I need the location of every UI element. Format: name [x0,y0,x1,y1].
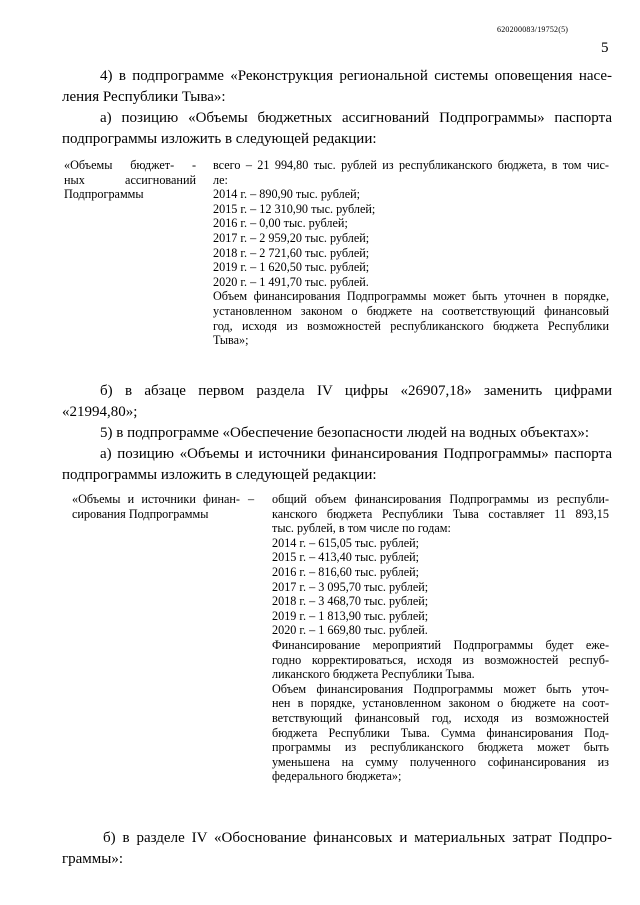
item5-sub-a-line1: а) позицию «Объемы и источники финансирования Подпрограммы» паспорта [100,446,612,462]
item4b-line1: б) в абзаце первом раздела IV цифры «26907,18» заменить цифрами [100,383,612,399]
table2-left-line: сирования Подпрограммы [72,506,209,521]
table2-intro-line: общий объем финансирования Подпрограммы из республи- [272,492,609,506]
item5b-line1: б) в разделе IV «Обоснование финансовых и материальных затрат Подпро- [103,830,612,846]
table1-note-line: Тыва»; [213,333,249,348]
table2-note2-line: нен в порядке, установленном законом о бюджете на соот- [272,696,609,711]
table1-year-row: 2015 г. – 12 310,90 тыс. рублей; [213,201,376,216]
table1-year-row: 2019 г. – 1 620,50 тыс. рублей; [213,260,370,275]
table2-note1-line: ликанского бюджета Республики Тыва. [272,667,475,682]
table2-year-row: 2020 г. – 1 669,80 тыс. рублей. [272,623,428,638]
table2-intro-line: тыс. рублей, в том числе по годам: [272,521,451,536]
table2-left-cell [72,492,240,521]
page-number: 5 [601,40,609,56]
table2-year-row: 2015 г. – 413,40 тыс. рублей; [272,550,420,565]
table2-note2-line: программы из республиканского бюджета может быть [272,740,609,755]
document-id: 620200083/19752(5) [497,25,569,34]
table1-left-line: ных ассигнований [64,172,196,187]
table2-note2-line: федерального бюджета»; [272,769,402,784]
item4-line2: ления Республики Тыва»: [62,89,226,105]
table1-left-line: «Объемы бюджет- - [64,158,196,172]
item4-line1: 4) в подпрограмме «Реконструкция региональной системы оповещения насе- [100,68,612,84]
table1-intro-line: всего – 21 994,80 тыс. рублей из республиканского бюджета, в том чис- [213,158,609,172]
table1-year-row: 2014 г. – 890,90 тыс. рублей; [213,187,361,202]
item5-line1: 5) в подпрограмме «Обеспечение безопасности людей на водных объектах»: [100,425,590,441]
table1-year-row: 2020 г. – 1 491,70 тыс. рублей. [213,274,369,289]
table2-note2-line: ветствующий финансовый год, исходя из возможностей [272,710,609,725]
table2-left-line: «Объемы и источники финан- [72,492,240,506]
table2-year-row: 2019 г. – 1 813,90 тыс. рублей; [272,608,429,623]
table1-year-row: 2017 г. – 2 959,20 тыс. рублей; [213,230,370,245]
item5-sub-a-line2: подпрограммы изложить в следующей редакции: [62,467,377,483]
item4b-line2: «21994,80»; [62,404,138,420]
table1-year-row: 2018 г. – 2 721,60 тыс. рублей; [213,245,370,260]
table2-year-row: 2016 г. – 816,60 тыс. рублей; [272,564,420,579]
table2-right-cell [272,492,609,784]
table2-year-row: 2014 г. – 615,05 тыс. рублей; [272,535,420,550]
table1-note-line: год, исходя из возможностей республиканского бюджета Республики [213,318,609,333]
table2-note2-line: уменьшена на сумму полученного софинансирования из [272,754,609,769]
table2-note1-line: годно корректироваться, исходя из возможностей респуб- [272,652,609,667]
table1-note-line: установленном законом о бюджете на соответствующий финансовый [213,303,609,318]
table1-year-row: 2016 г. – 0,00 тыс. рублей; [213,216,348,231]
table1-left-line: Подпрограммы [64,187,144,202]
item5b-line2: граммы»: [62,851,124,867]
table2-note2-line: Объем финансирования Подпрограммы может быть уточ- [272,681,609,696]
table2-year-row: 2017 г. – 3 095,70 тыс. рублей; [272,579,429,594]
table1-intro-line: ле: [213,172,228,187]
table2-year-row: 2018 г. – 3 468,70 тыс. рублей; [272,594,429,609]
table1-left-cell [64,158,196,202]
item4-sub-a-line1: а) позицию «Объемы бюджетных ассигнований Подпрограммы» паспорта [100,110,612,126]
table2-note2-line: бюджета Республики Тыва. Сумма финансирования Под- [272,725,609,740]
table2-intro-line: канского бюджета Республики Тыва составляет 11 893,15 [272,506,609,521]
table1-right-cell [213,158,609,348]
table2-note1-line: Финансирование мероприятий Подпрограммы будет еже- [272,637,609,652]
item4-sub-a-line2: подпрограммы изложить в следующей редакции: [62,131,377,147]
table2-dash: – [248,492,255,506]
table1-note-line: Объем финансирования Подпрограммы может быть уточнен в порядке, [213,289,609,304]
